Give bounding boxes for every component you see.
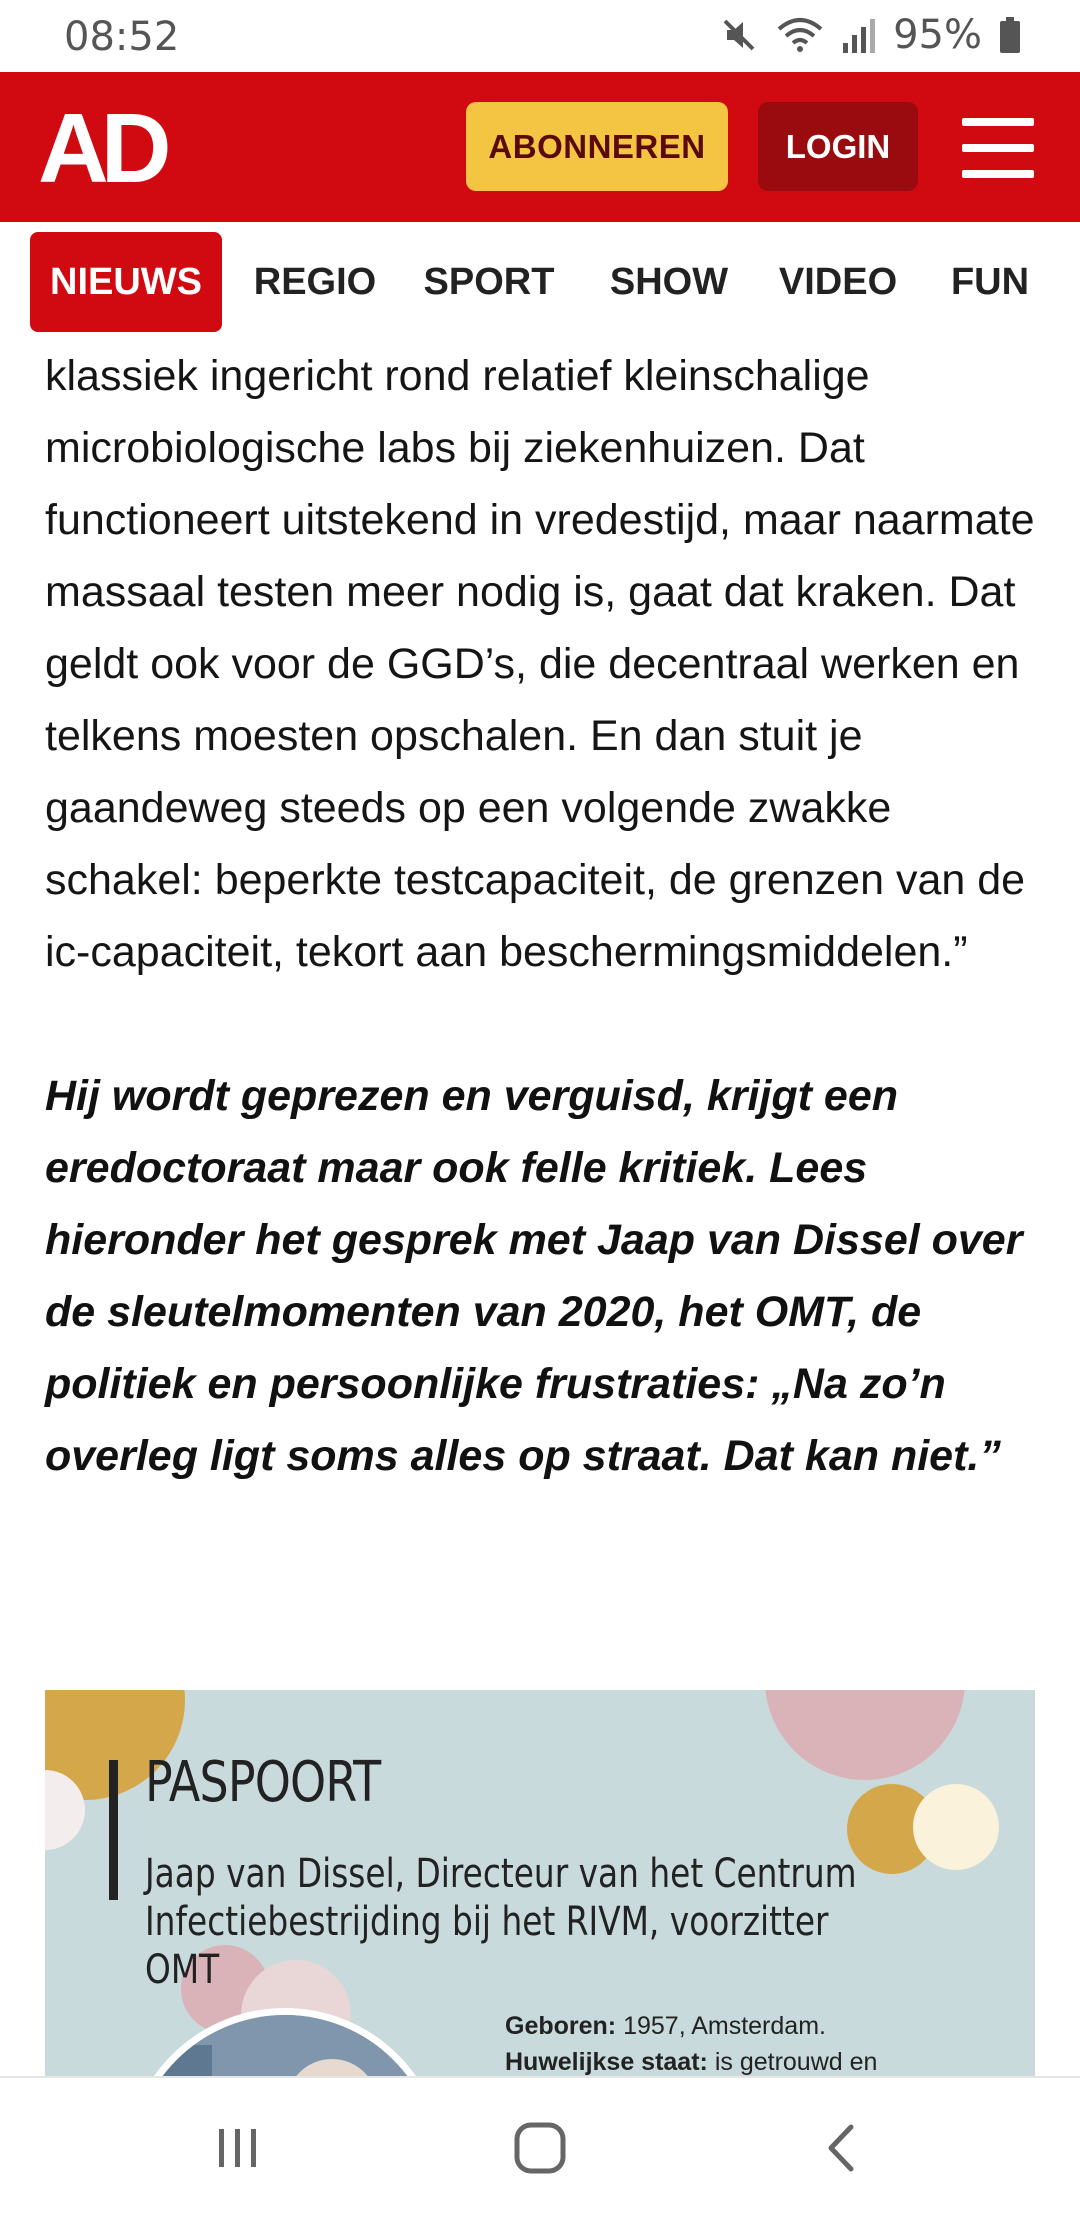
battery-icon — [998, 15, 1022, 55]
passport-title: PASPOORT — [145, 1750, 381, 1815]
status-bar — [0, 0, 1080, 72]
passport-infographic — [45, 1690, 1035, 2080]
ad-logo-graphic — [38, 102, 178, 192]
back-icon[interactable] — [802, 2118, 882, 2178]
portrait-image-placeholder — [132, 2015, 445, 2080]
decor-circle — [913, 1784, 999, 1870]
fact-value: is getrouwd en — [714, 2048, 878, 2076]
status-time: 08:52 — [64, 14, 180, 60]
site-header — [0, 72, 1080, 222]
logo-text: AD — [38, 102, 164, 192]
decor-circle — [765, 1690, 965, 1780]
tab-fun[interactable]: FUN — [950, 260, 1030, 303]
passport-accent-bar — [109, 1760, 118, 1900]
hamburger-menu-icon[interactable] — [962, 118, 1034, 178]
tab-regio[interactable]: REGIO — [253, 260, 377, 303]
tab-sport[interactable]: SPORT — [423, 260, 555, 303]
home-icon[interactable] — [500, 2118, 580, 2178]
signal-icon — [841, 15, 877, 55]
tab-show[interactable]: SHOW — [609, 260, 729, 303]
tab-video[interactable]: VIDEO — [778, 260, 898, 303]
fact-label: Huwelijkse staat: — [505, 2048, 708, 2076]
article-paragraph: klassiek ingericht rond relatief kleinschalige microbiologische labs bij ziekenhuizen. Dat functioneert uitstekend in vredestijd, maar naarmate massaal testen meer nodig is, gaat dat kraken. Dat geldt ook voor de GGD’s, die decentraal werken en telkens moesten opschalen. En dan stuit je gaandeweg steeds op een volgende zwakke schakel: beperkte testcapaciteit, de grenzen van de ic-capaciteit, tekort aan beschermingsmiddelen.” — [45, 352, 1035, 976]
wifi-icon — [775, 15, 825, 55]
login-button[interactable]: LOGIN — [758, 102, 918, 191]
article-body — [45, 340, 1045, 1492]
ad-logo[interactable] — [38, 102, 178, 192]
status-icons — [719, 12, 1022, 58]
recent-apps-icon[interactable] — [198, 2118, 278, 2178]
subscribe-button[interactable]: ABONNEREN — [466, 102, 728, 191]
section-nav — [0, 222, 1080, 340]
fact-label: Geboren: — [505, 2012, 617, 2040]
fact-born — [505, 2008, 877, 2044]
article-lead: Hij wordt geprezen en verguisd, krijgt een eredoctoraat maar ook felle kritiek. Lees hieronder het gesprek met Jaap van Dissel over de sleutelmomenten van 2020, het OMT, de politiek en persoonlijke frustraties: „Na zo’n overleg ligt soms alles op straat. Dat kan niet.” — [45, 1072, 1023, 1480]
portrait-photo — [125, 2008, 445, 2080]
fact-value: 1957, Amsterdam. — [623, 2012, 826, 2040]
system-navigation-bar — [0, 2076, 1080, 2220]
mute-icon — [719, 15, 759, 55]
passport-subtitle: Jaap van Dissel, Directeur van het Centrum Infectiebestrijding bij het RIVM, voorzitter OMT — [145, 1851, 857, 1993]
tab-nieuws[interactable]: NIEUWS — [30, 232, 222, 332]
fact-marital — [505, 2044, 877, 2080]
passport-facts — [505, 2008, 877, 2080]
battery-percent: 95% — [893, 12, 982, 58]
